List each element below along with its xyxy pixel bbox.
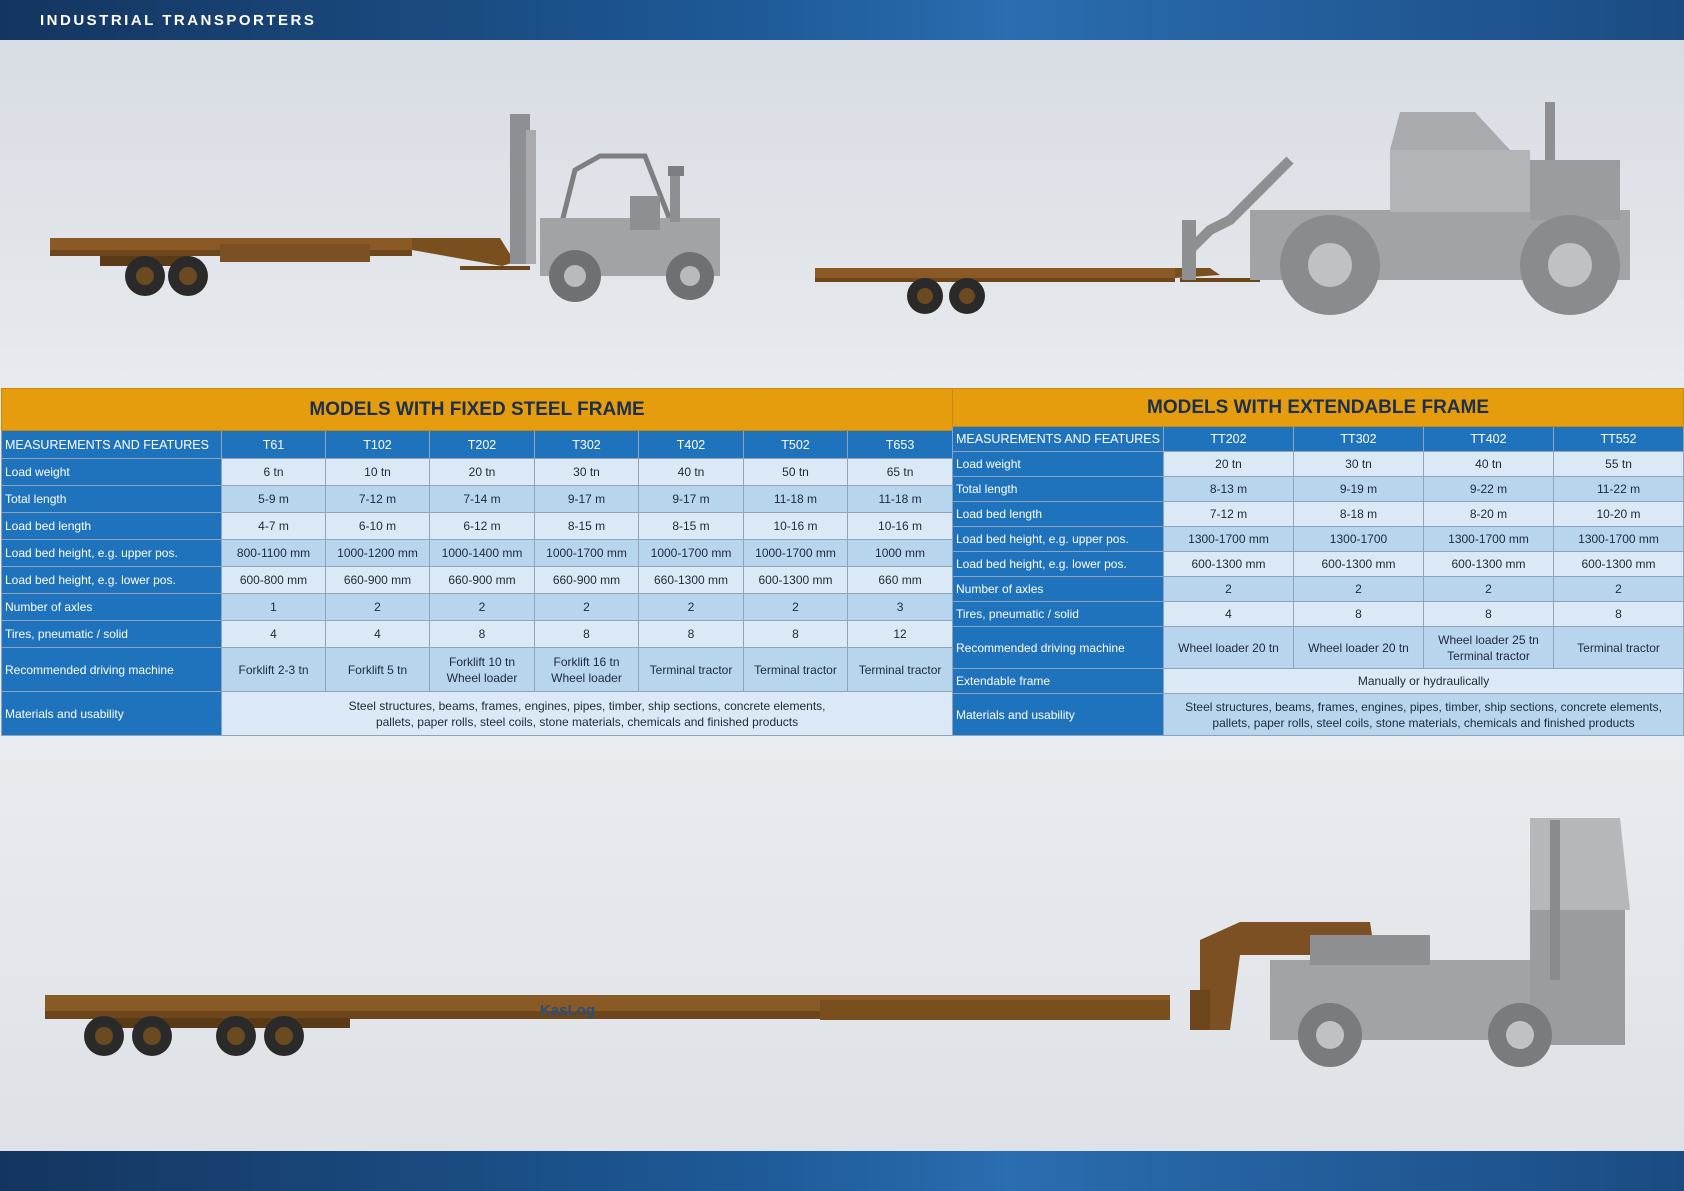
table-row [2,459,953,486]
cell-line: Wheel loader 20 tn [1178,640,1279,655]
table-cell: 1 [222,594,326,621]
table-cell: 2 [535,594,639,621]
table-cell: 660 mm [848,567,953,594]
table-row [953,502,1684,527]
model-header: T61 [222,431,326,459]
table-cell: 8-13 m [1164,477,1294,502]
model-header: T302 [535,431,639,459]
table-row [2,486,953,513]
fixed-frame-table [1,388,953,736]
row-label: Load weight [2,459,222,486]
table-cell: 8 [639,621,744,648]
model-header: TT202 [1164,427,1294,452]
row-label: Load bed height, e.g. lower pos. [2,567,222,594]
row-label: Load bed height, e.g. upper pos. [2,540,222,567]
page-title: INDUSTRIAL TRANSPORTERS [40,11,317,29]
column-header: MEASUREMENTS AND FEATURES [953,427,1164,452]
table-row [953,527,1684,552]
table-row [2,594,953,621]
model-header: TT552 [1554,427,1684,452]
cell-line: Terminal tractor [649,662,733,677]
fixed-frame-title: MODELS WITH FIXED STEEL FRAME [2,389,953,431]
row-label: Extendable frame [953,669,1164,694]
table-cell: 660-900 mm [430,567,535,594]
table-cell: 2 [326,594,430,621]
row-label: Number of axles [953,577,1164,602]
model-header: T202 [430,431,535,459]
table-cell: 1000 mm [848,540,953,567]
table-row [953,694,1684,736]
table-cell: 1000-1700 mm [535,540,639,567]
table-cell: 4 [1164,602,1294,627]
table-cell [744,648,848,692]
table-cell: 660-900 mm [326,567,430,594]
table-cell: 600-1300 mm [1164,552,1294,577]
table-cell: 10 tn [326,459,430,486]
table-cell: 2 [1294,577,1424,602]
materials-line: pallets, paper rolls, steel coils, stone materials, chemicals and finished products [375,714,799,729]
cell-line: Forklift 2-3 tn [238,662,309,677]
table-cell: 660-900 mm [535,567,639,594]
row-label: Total length [953,477,1164,502]
table-cell: 1000-1700 mm [639,540,744,567]
cell-line: Terminal tractor [754,662,837,677]
cell-line: Terminal tractor [1577,640,1660,655]
table-cell [1554,627,1684,669]
table-cell [1164,627,1294,669]
extendable-frame-table [952,388,1684,736]
row-label: Recommended driving machine [2,648,222,692]
table-cell: 800-1100 mm [222,540,326,567]
table-cell: 11-18 m [848,486,953,513]
table-row [953,602,1684,627]
table-cell: 50 tn [744,459,848,486]
table-cell: Manually or hydraulically [1164,669,1684,694]
table-cell [535,648,639,692]
table-row [953,477,1684,502]
table-cell: 8-15 m [639,513,744,540]
table-cell: 1300-1700 [1294,527,1424,552]
table-cell: 5-9 m [222,486,326,513]
table-cell: 1300-1700 mm [1554,527,1684,552]
table-row [2,648,953,692]
table-cell [326,648,430,692]
table-row [953,552,1684,577]
table-cell: 600-1300 mm [1424,552,1554,577]
materials-cell [222,692,953,736]
footer-bar [0,1151,1684,1191]
table-row [2,567,953,594]
table-cell: 65 tn [848,459,953,486]
extendable-frame-title: MODELS WITH EXTENDABLE FRAME [953,389,1684,427]
table-cell [430,648,535,692]
row-label: Load bed length [2,513,222,540]
table-cell: 9-19 m [1294,477,1424,502]
table-cell: 4 [326,621,430,648]
table-row [953,577,1684,602]
table-row [2,692,953,736]
table-cell: 1000-1400 mm [430,540,535,567]
materials-line: Steel structures, beams, frames, engines, pipes, timber, ship sections, concrete elements, [348,698,826,713]
table-row [2,513,953,540]
model-header: TT302 [1294,427,1424,452]
table-cell: 30 tn [535,459,639,486]
trailer-brand: KasLog [540,1002,596,1019]
table-cell: 20 tn [430,459,535,486]
row-label: Tires, pneumatic / solid [2,621,222,648]
table-cell: 2 [1554,577,1684,602]
table-cell: 600-1300 mm [744,567,848,594]
table-cell: 3 [848,594,953,621]
table-cell [222,648,326,692]
table-cell: 10-20 m [1554,502,1684,527]
table-row [953,452,1684,477]
row-label: Materials and usability [2,692,222,736]
table-cell: 7-12 m [1164,502,1294,527]
cell-line: Forklift 5 tn [347,662,408,677]
table-cell: 6-12 m [430,513,535,540]
table-cell: 8-20 m [1424,502,1554,527]
model-header: T502 [744,431,848,459]
header-bar [0,0,1684,40]
table-cell: 2 [1164,577,1294,602]
row-label: Load bed height, e.g. lower pos. [953,552,1164,577]
cell-line: Wheel loader 25 tn [1438,632,1539,647]
column-header: MEASUREMENTS AND FEATURES [2,431,222,459]
table-row [953,627,1684,669]
table-cell: 9-22 m [1424,477,1554,502]
row-label: Recommended driving machine [953,627,1164,669]
table-row [953,669,1684,694]
table-cell: 9-17 m [535,486,639,513]
table-cell: 10-16 m [744,513,848,540]
cell-line: Terminal tractor [858,662,942,677]
table-cell: 1300-1700 mm [1164,527,1294,552]
table-cell: 12 [848,621,953,648]
cell-line: Forklift 16 tn [553,654,620,669]
table-row [2,621,953,648]
model-header: T653 [848,431,953,459]
table-cell: 7-12 m [326,486,430,513]
model-header: TT402 [1424,427,1554,452]
table-cell: 2 [1424,577,1554,602]
table-cell [639,648,744,692]
table-cell: 1000-1200 mm [326,540,430,567]
table-cell: 8 [1424,602,1554,627]
row-label: Tires, pneumatic / solid [953,602,1164,627]
row-label: Load bed height, e.g. upper pos. [953,527,1164,552]
table-cell: 11-18 m [744,486,848,513]
cell-line: Wheel loader [446,670,518,685]
table-cell: 40 tn [639,459,744,486]
forklift-trailer-illustration [40,100,780,325]
table-cell: 8-18 m [1294,502,1424,527]
materials-cell [1164,694,1684,736]
table-cell: 8 [1294,602,1424,627]
cell-line: Terminal tractor [1447,648,1530,663]
table-cell: 1000-1700 mm [744,540,848,567]
cell-line: Wheel loader [551,670,622,685]
table-cell: 10-16 m [848,513,953,540]
table-cell: 9-17 m [639,486,744,513]
table-cell: 8 [535,621,639,648]
table-cell: 4-7 m [222,513,326,540]
table-cell: 6-10 m [326,513,430,540]
table-cell: 40 tn [1424,452,1554,477]
model-header: T102 [326,431,430,459]
table-cell [1424,627,1554,669]
row-label: Load bed length [953,502,1164,527]
row-label: Load weight [953,452,1164,477]
materials-line: pallets, paper rolls, steel coils, stone materials, chemicals and finished products [1212,715,1635,730]
table-cell: 20 tn [1164,452,1294,477]
model-header: T402 [639,431,744,459]
table-cell [1294,627,1424,669]
table-cell: 55 tn [1554,452,1684,477]
table-cell: 2 [430,594,535,621]
table-cell: 8 [744,621,848,648]
row-label: Total length [2,486,222,513]
cell-line: Forklift 10 tn [448,654,516,669]
table-cell: 8 [1554,602,1684,627]
table-cell: 8 [430,621,535,648]
table-cell: 11-22 m [1554,477,1684,502]
table-cell: 1300-1700 mm [1424,527,1554,552]
table-cell: 600-800 mm [222,567,326,594]
terminal-tractor-trailer-illustration [40,810,1650,1070]
row-label: Number of axles [2,594,222,621]
table-row [2,540,953,567]
table-cell: 30 tn [1294,452,1424,477]
materials-line: Steel structures, beams, frames, engines, pipes, timber, ship sections, concrete elements, [1185,699,1662,714]
row-label: Materials and usability [953,694,1164,736]
table-cell: 4 [222,621,326,648]
table-cell: 600-1300 mm [1554,552,1684,577]
table-cell: 7-14 m [430,486,535,513]
table-cell [848,648,953,692]
table-cell: 8-15 m [535,513,639,540]
table-cell: 660-1300 mm [639,567,744,594]
wheel-loader-trailer-illustration [810,100,1640,325]
table-cell: 6 tn [222,459,326,486]
table-cell: 2 [639,594,744,621]
cell-line: Wheel loader 20 tn [1308,640,1409,655]
table-cell: 2 [744,594,848,621]
table-cell: 600-1300 mm [1294,552,1424,577]
